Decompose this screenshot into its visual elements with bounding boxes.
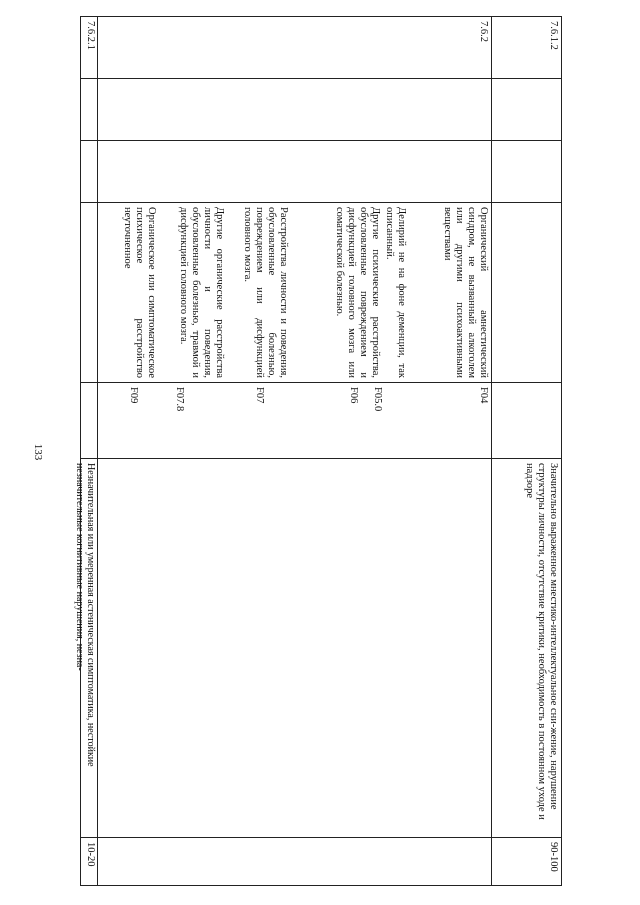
empty-cell xyxy=(98,458,492,837)
empty-cell xyxy=(80,202,98,382)
empty-cell xyxy=(80,382,98,458)
diagnosis-item: Расстройства личности и поведения, обусловленные болезнью, повреждением или дисфункцией головного мозга. xyxy=(242,207,289,378)
page-number: 133 xyxy=(32,443,44,461)
diagnosis-item: Делирий не на фоне деменции, так описанный. xyxy=(384,207,407,378)
empty-cell xyxy=(98,140,492,202)
empty-cell xyxy=(492,382,562,458)
row-code: 7.6.2.1 xyxy=(80,16,98,78)
empty-cell xyxy=(492,140,562,202)
icd-code: F07.8 xyxy=(174,387,185,412)
empty-cell xyxy=(80,140,98,202)
icd-code: F09 xyxy=(128,387,139,404)
empty-cell xyxy=(492,78,562,140)
diagnosis-item: Другие органические расстройства личности и поведения, обусловленные болезнью, травмой и дисфункцией головного мозга. xyxy=(178,207,225,378)
icd-code-list xyxy=(98,382,492,458)
empty-cell xyxy=(80,78,98,140)
diagnosis-item: Другие психические расстройства, обусловленные повреждением и дисфункцией головного мозга или соматической болезнью. xyxy=(334,207,381,378)
row-code: 7.6.1.2 xyxy=(492,16,562,78)
empty-cell xyxy=(98,78,492,140)
empty-cell xyxy=(492,202,562,382)
row-percent: 90-100 xyxy=(492,837,562,886)
diagnosis-item: Органический амнестический синдром, не вызванный алкоголем или другими психоактивными веществами xyxy=(442,207,489,378)
row-percent: 10-20 xyxy=(80,837,98,886)
row-code: 7.6.2 xyxy=(98,16,492,78)
rotated-table xyxy=(74,16,562,886)
icd-code: F05.0 xyxy=(372,387,383,412)
row-description: Значительно выраженное мнестико-интеллектуальное сни-жение, нарушение структуры личности, отсутствие критики, необходимость в постоянном уходе и надзоре xyxy=(492,458,562,837)
table-row xyxy=(74,16,98,886)
diagnosis-list xyxy=(98,202,492,382)
table-row xyxy=(492,16,562,886)
icd-code: F07 xyxy=(254,387,265,404)
row-description: Незначительная или умеренная астеническая симптоматика, нестойкие незначительные когнитивные нарушения, незна- xyxy=(80,458,98,837)
table-row xyxy=(98,16,492,886)
icd-code: F06 xyxy=(348,387,359,404)
empty-cell xyxy=(98,837,492,886)
icd-code: F04 xyxy=(478,387,489,404)
diagnosis-item: Органическое или симптоматическое психическое расстройство неуточненное xyxy=(122,207,157,378)
